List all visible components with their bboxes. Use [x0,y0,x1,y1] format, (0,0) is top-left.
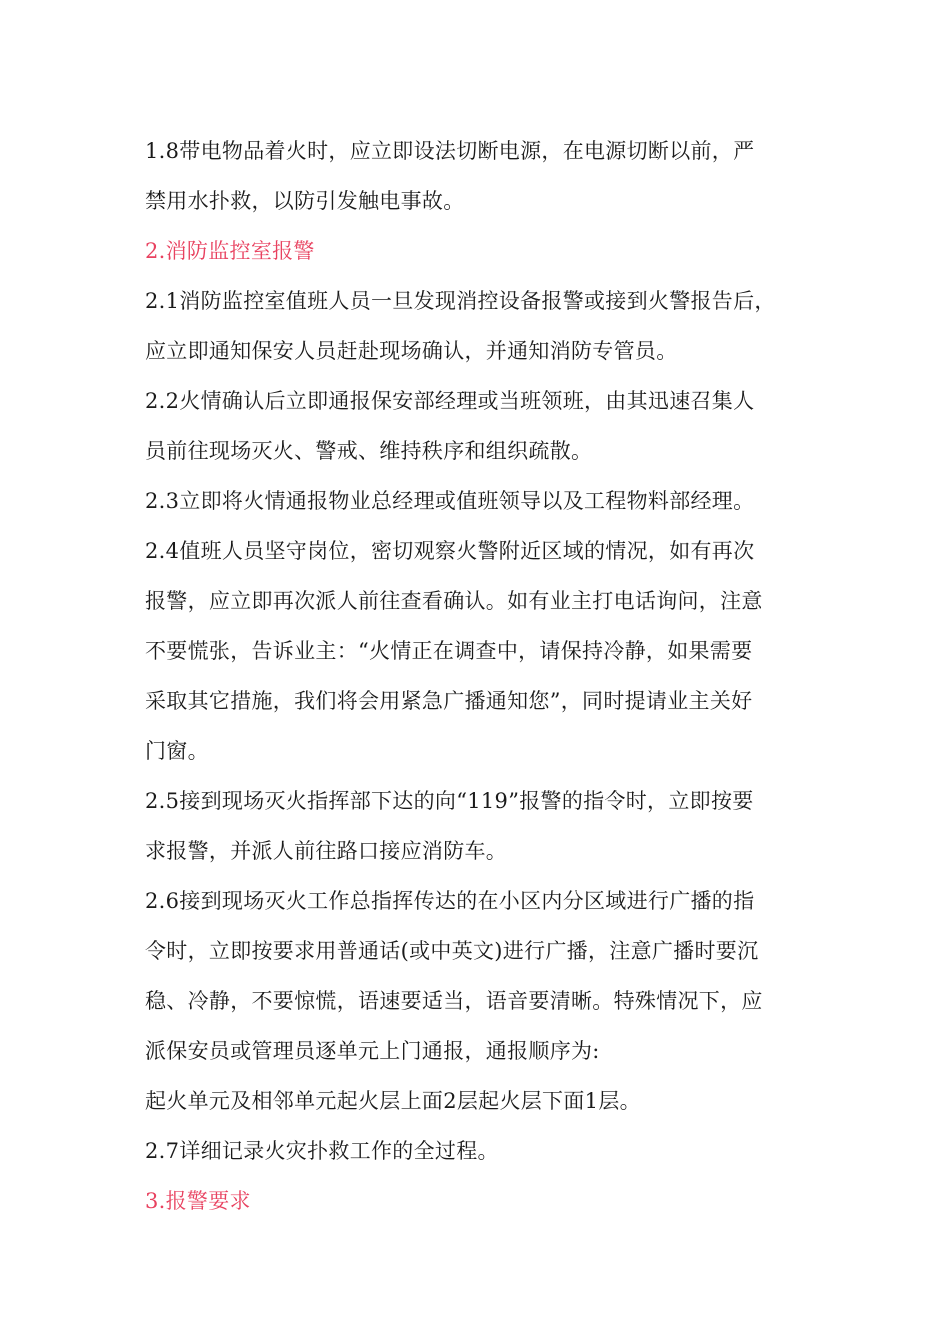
paragraph-2-4-line-4: 采取其它措施，我们将会用紧急广播通知您”，同时提请业主关好 [145,689,753,713]
paragraph-2-6-line-1: 2.6接到现场灭火工作总指挥传达的在小区内分区域进行广播的指 [145,889,755,913]
paragraph-1-8-line-2: 禁用水扑救，以防引发触电事故。 [145,189,465,213]
paragraph-2-2-line-1: 2.2火情确认后立即通报保安部经理或当班领班，由其迅速召集人 [145,389,755,413]
paragraph-2-5-line-1: 2.5接到现场灭火指挥部下达的向“119”报警的指令时，立即按要 [145,789,754,813]
paragraph-2-6-line-3: 稳、冷静，不要惊慌，语速要适当，语音要清晰。特殊情况下，应 [145,989,763,1013]
paragraph-2-3-line-1: 2.3立即将火情通报物业总经理或值班领导以及工程物料部经理。 [145,489,755,513]
section-heading-3: 3.报警要求 [145,1189,251,1213]
section-heading-2: 2.消防监控室报警 [145,239,315,263]
paragraph-2-4-line-3: 不要慌张，告诉业主：“火情正在调查中，请保持冷静，如果需要 [145,639,753,663]
paragraph-2-6-line-4: 派保安员或管理员逐单元上门通报，通报顺序为: [145,1039,600,1063]
paragraph-2-4-line-2: 报警，应立即再次派人前往查看确认。如有业主打电话询问，注意 [145,589,763,613]
paragraph-2-1-line-1: 2.1消防监控室值班人员一旦发现消控设备报警或接到火警报告后， [145,289,776,313]
paragraph-2-1-line-2: 应立即通知保安人员赶赴现场确认，并通知消防专管员。 [145,339,678,363]
paragraph-2-2-line-2: 员前往现场灭火、警戒、维持秩序和组织疏散。 [145,439,593,463]
paragraph-2-5-line-2: 求报警，并派人前往路口接应消防车。 [145,839,508,863]
paragraph-2-6-line-5: 起火单元及相邻单元起火层上面2层起火层下面1层。 [145,1089,641,1113]
paragraph-2-4-line-5: 门窗。 [145,739,209,763]
paragraph-1-8-line-1: 1.8带电物品着火时，应立即设法切断电源，在电源切断以前，严 [145,139,755,163]
paragraph-2-6-line-2: 令时，立即按要求用普通话(或中英文)进行广播，注意广播时要沉 [145,939,759,963]
paragraph-2-4-line-1: 2.4值班人员坚守岗位，密切观察火警附近区域的情况，如有再次 [145,539,755,563]
paragraph-2-7-line-1: 2.7详细记录火灾扑救工作的全过程。 [145,1139,499,1163]
